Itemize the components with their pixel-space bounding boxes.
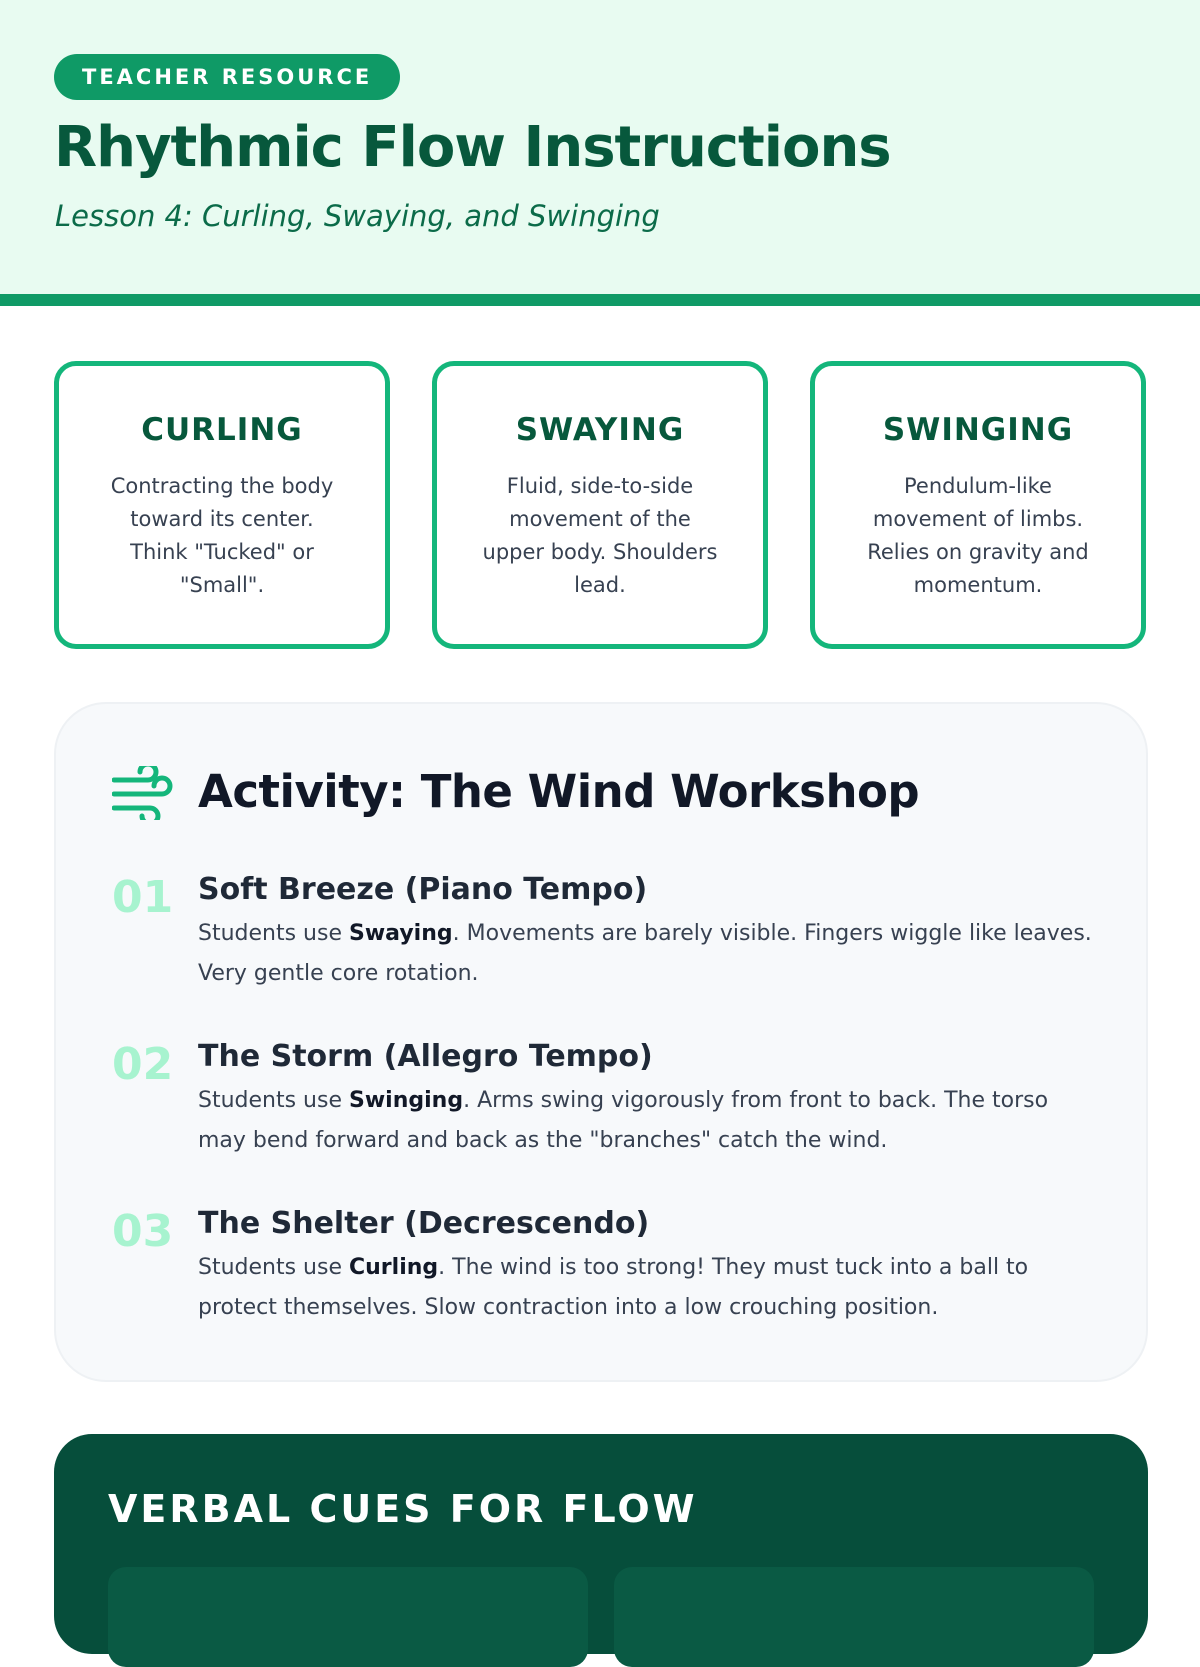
- step-keyword: Swaying: [349, 921, 453, 946]
- cues-title: VERBAL CUES FOR FLOW: [108, 1487, 698, 1531]
- card-swaying: [432, 361, 768, 649]
- step-number: 02: [112, 1039, 174, 1090]
- activity-title: Activity: The Wind Workshop: [198, 765, 920, 818]
- verbal-cues-panel: [54, 1434, 1148, 1654]
- step-number: 03: [112, 1206, 174, 1257]
- step-title: The Storm (Allegro Tempo): [198, 1039, 653, 1074]
- step-description: Students use Swinging. Arms swing vigorously from front to back. The torso may bend forward and back as the "branches" catch the wind.: [198, 1088, 1049, 1153]
- page-subtitle: Lesson 4: Curling, Swaying, and Swinging: [55, 199, 660, 233]
- card-title: SWAYING: [515, 412, 685, 448]
- movement-cards: [54, 361, 1148, 647]
- cue-card: [614, 1567, 1094, 1667]
- step-keyword: Swinging: [349, 1088, 464, 1113]
- card-title: SWINGING: [882, 412, 1074, 448]
- page-title: Rhythmic Flow Instructions: [54, 115, 891, 180]
- step-description: Students use Swaying. Movements are barely visible. Fingers wiggle like leaves. Very gentle core rotation.: [198, 921, 1092, 986]
- teacher-resource-badge: TEACHER RESOURCE: [54, 54, 400, 100]
- wind-icon: [112, 766, 176, 820]
- step-number: 01: [112, 872, 174, 923]
- step-description: Students use Curling. The wind is too strong! They must tuck into a ball to protect themselves. Slow contraction into a low crouching position.: [198, 1255, 1029, 1320]
- step-title: The Shelter (Decrescendo): [198, 1206, 650, 1241]
- card-text: Pendulum-like movement of limbs. Relies on gravity and momentum.: [867, 474, 1089, 597]
- cue-card: [108, 1567, 588, 1667]
- card-text: Fluid, side-to-side movement of the upper body. Shoulders lead.: [482, 474, 718, 597]
- card-curling: [54, 361, 390, 649]
- activity-panel: [54, 702, 1148, 1382]
- header: [0, 0, 1200, 306]
- step-keyword: Curling: [349, 1255, 439, 1280]
- step-title: Soft Breeze (Piano Tempo): [198, 872, 648, 907]
- card-swinging: [810, 361, 1146, 649]
- card-text: Contracting the body toward its center. Think "Tucked" or "Small".: [110, 474, 334, 597]
- card-title: CURLING: [141, 412, 303, 448]
